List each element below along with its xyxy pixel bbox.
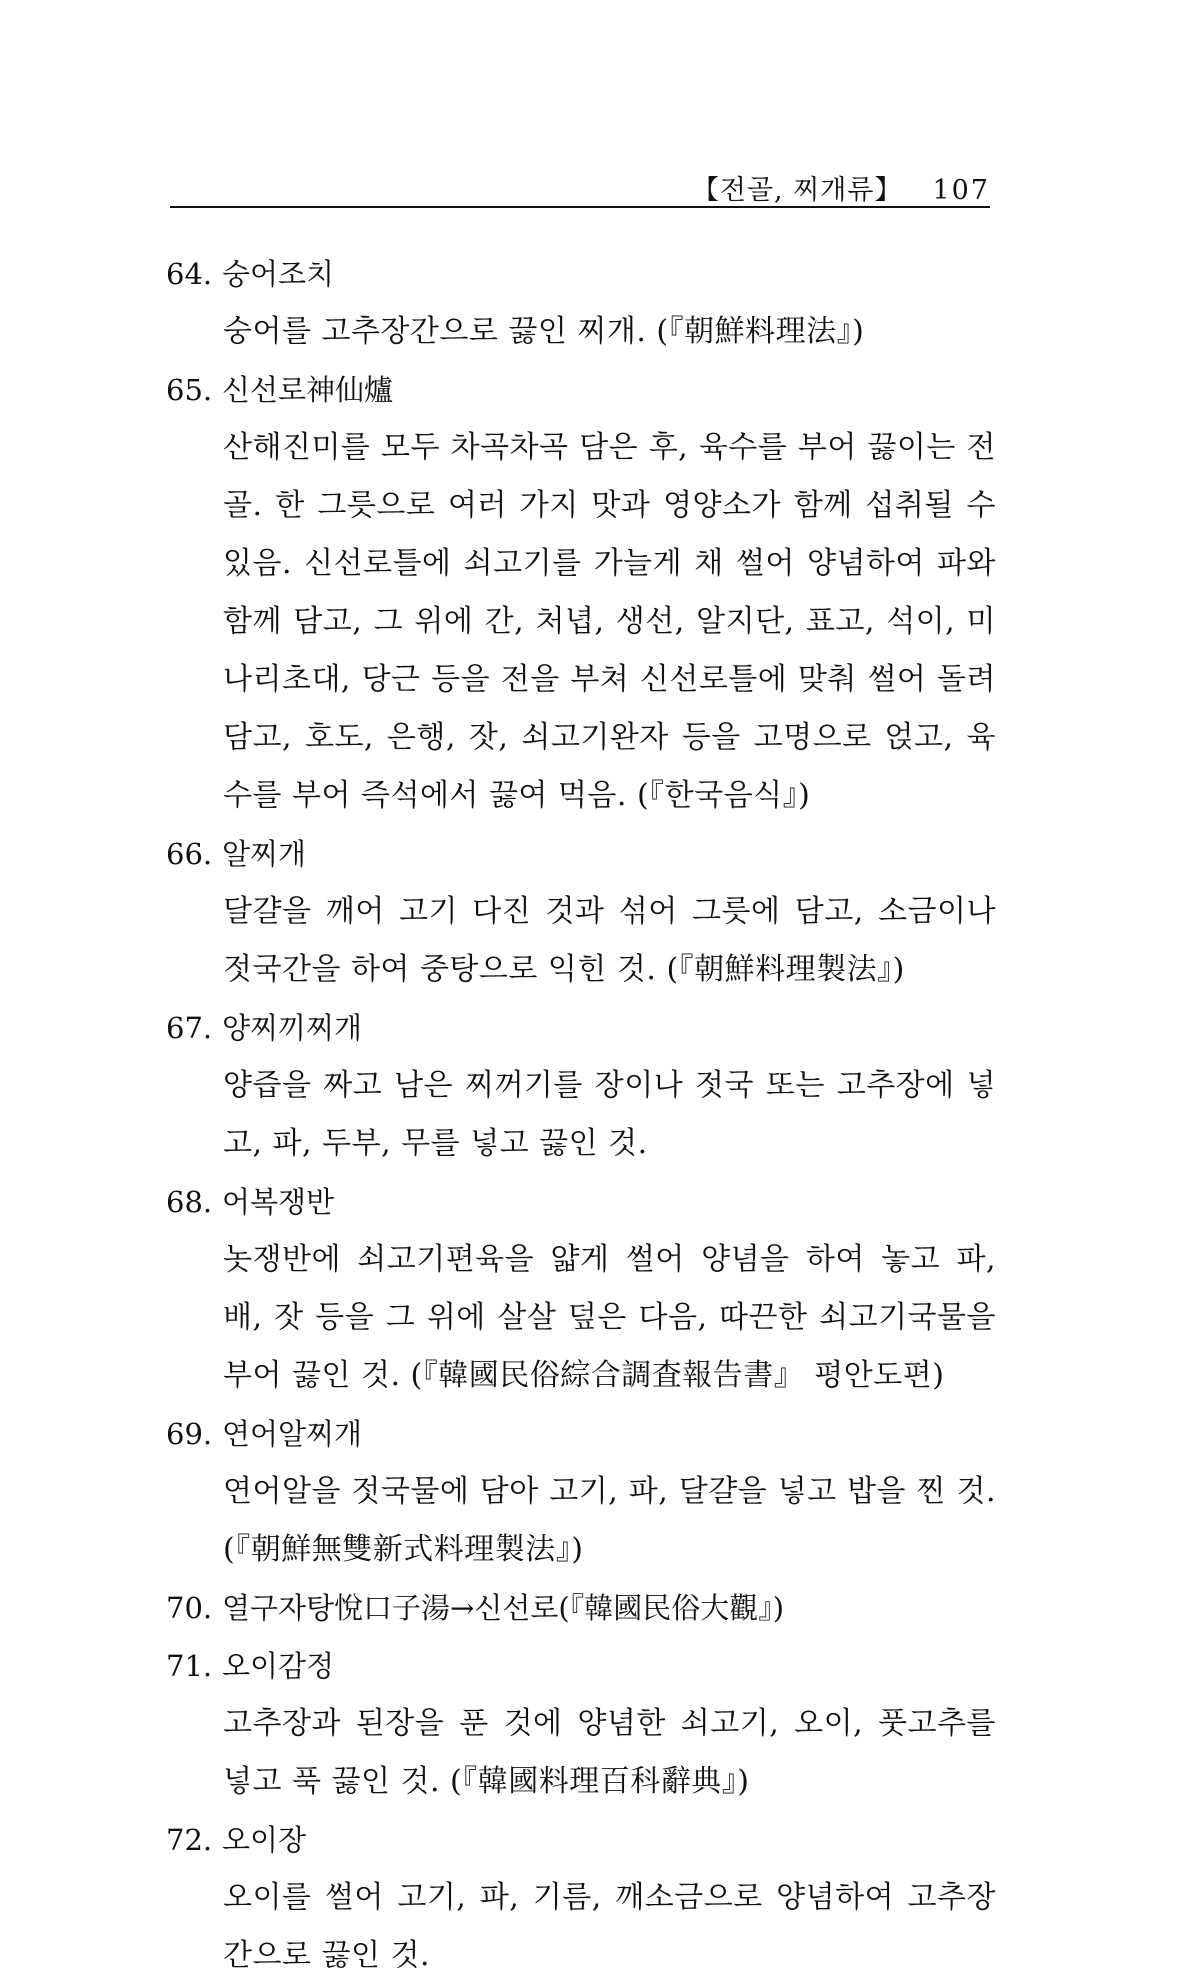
entry-heading (166, 1173, 996, 1231)
entry-69 (166, 1405, 996, 1579)
page-number: 107 (932, 175, 990, 206)
entry-66 (166, 825, 996, 999)
entry-description: 오이를 썰어 고기, 파, 기름, 깨소금으로 양념하여 고추장간으로 끓인 것. (223, 1880, 996, 1973)
entry-heading (166, 1405, 996, 1463)
entry-number: 69. (166, 1417, 213, 1451)
entry-title: 오이장 (222, 1823, 307, 1857)
entry-description: 양즙을 짜고 남은 찌꺼기를 장이나 젓국 또는 고추장에 넣고, 파, 두부, 무를 넣고 끓인 것. (223, 1068, 996, 1161)
entry-heading (166, 999, 996, 1057)
entry-71 (166, 1637, 996, 1811)
entry-72 (166, 1811, 996, 1985)
entry-description: 산해진미를 모두 차곡차곡 담은 후, 육수를 부어 끓이는 전골. 한 그릇으로 여러 가지 맛과 영양소가 함께 섭취될 수 있음. 신선로틀에 쇠고기를 가늘게 채 썰어 양념하여 파와 함께 담고, 그 위에 간, 처녑, 생선, 알지단, 표고, 석이, 미나리초대, 당근 등을 전을 부쳐 신선로틀에 맞춰 썰어 돌려 담고, 호도, 은행, 잣, 쇠고기완자 등을 고명으로 얹고, 육수를 부어 즉석에서 끓여 먹음. (『한국음식』) (223, 430, 996, 813)
entry-number: 68. (166, 1185, 213, 1219)
entry-title: 열구자탕悅口子湯→신선로(『韓國民俗大觀』) (222, 1591, 785, 1625)
entry-64 (166, 245, 996, 361)
entry-title: 어복쟁반 (222, 1185, 335, 1219)
entry-title: 양찌끼찌개 (222, 1011, 363, 1045)
entry-number: 70. (166, 1591, 213, 1625)
entry-title: 숭어조치 (222, 257, 335, 291)
entry-65 (166, 361, 996, 825)
entry-title: 알찌개 (222, 837, 307, 871)
entry-number: 71. (166, 1649, 213, 1683)
entry-number: 65. (166, 373, 213, 407)
entry-description: 연어알을 젓국물에 담아 고기, 파, 달걀을 넣고 밥을 찐 것. (『朝鮮無雙新式料理製法』) (223, 1474, 996, 1567)
entry-heading (166, 825, 996, 883)
section-title: 【전골, 찌개류】 (691, 175, 903, 206)
entry-heading (166, 1811, 996, 1869)
entry-heading (166, 1579, 996, 1637)
entry-67 (166, 999, 996, 1173)
header-rule (170, 206, 990, 208)
entry-number: 72. (166, 1823, 213, 1857)
entry-title: 신선로神仙爐 (222, 373, 394, 407)
entry-number: 64. (166, 257, 213, 291)
entry-description: 놋쟁반에 쇠고기편육을 얇게 썰어 양념을 하여 놓고 파, 배, 잣 등을 그 위에 살살 덮은 다음, 따끈한 쇠고기국물을 부어 끓인 것. (『韓國民俗綜合調査報告書』 평안도편) (223, 1242, 996, 1393)
entry-number: 66. (166, 837, 213, 871)
entry-description: 달걀을 깨어 고기 다진 것과 섞어 그릇에 담고, 소금이나 젓국간을 하여 중탕으로 익힌 것. (『朝鮮料理製法』) (223, 894, 996, 987)
entry-list (166, 245, 996, 1985)
running-header (692, 168, 990, 207)
entry-number: 67. (166, 1011, 213, 1045)
entry-description: 숭어를 고추장간으로 끓인 찌개. (『朝鮮料理法』) (223, 314, 865, 349)
entry-heading (166, 245, 996, 303)
entry-68 (166, 1173, 996, 1405)
entry-heading (166, 1637, 996, 1695)
entry-heading (166, 361, 996, 419)
entry-description: 고추장과 된장을 푼 것에 양념한 쇠고기, 오이, 풋고추를 넣고 푹 끓인 것. (『韓國料理百科辭典』) (223, 1706, 996, 1799)
entry-title: 연어알찌개 (222, 1417, 363, 1451)
entry-70 (166, 1579, 996, 1637)
entry-title: 오이감정 (222, 1649, 335, 1683)
